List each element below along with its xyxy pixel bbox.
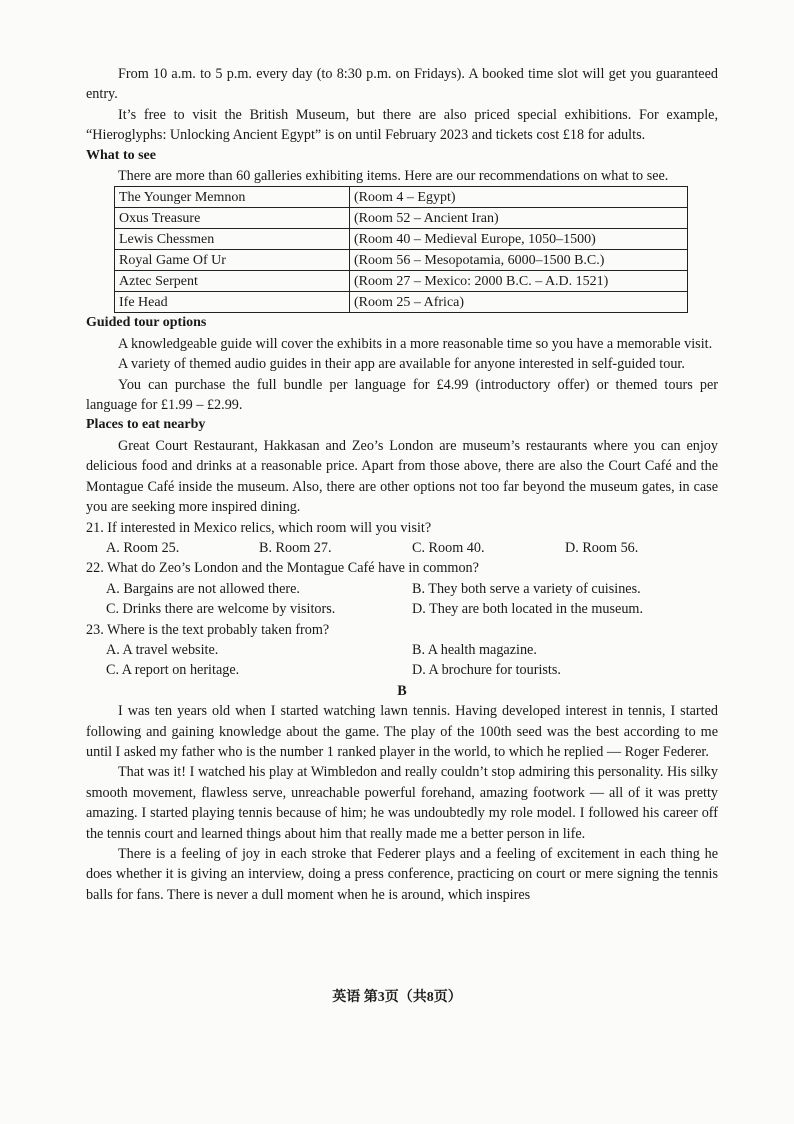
- exhibit-name: Oxus Treasure: [115, 208, 350, 229]
- intro-paragraph: From 10 a.m. to 5 p.m. every day (to 8:30 p.m. on Fridays). A booked time slot will get you guaranteed entry.: [86, 66, 718, 103]
- table-row: [115, 187, 688, 208]
- option-c: C. Room 40.: [412, 539, 485, 556]
- passage-b-paragraph: That was it! I watched his play at Wimbledon and really couldn’t stop admiring this personality. His silky smooth movement, flawless serve, unreachable powerful forehand, amazing footwork — all of it was pretty amazing. I started playing tennis because of him; he was undoubtedly my role model. I followed his career off the tennis court and learned things about him that really made me a better person in life.: [86, 764, 718, 842]
- table-row: [115, 271, 688, 292]
- exhibit-name: Lewis Chessmen: [115, 229, 350, 250]
- exhibit-name: Royal Game Of Ur: [115, 250, 350, 271]
- exhibits-table: [114, 186, 688, 313]
- guided-paragraph: You can purchase the full bundle per language for £4.99 (introductory offer) or themed tours per language for £1.99 – £2.99.: [86, 376, 718, 414]
- question-23-options-row2: [86, 660, 718, 680]
- option-a: A. A travel website.: [106, 641, 219, 658]
- question-22-stem: 22. What do Zeo’s London and the Montague Café have in common?: [86, 560, 479, 577]
- exhibit-room: (Room 4 – Egypt): [350, 187, 688, 208]
- passage-b-paragraph: I was ten years old when I started watching lawn tennis. Having developed interest in tennis, I started following and gaining knowledge about the game. The play of the 100th seed was the best according to me until I asked my father who is the number 1 ranked player in the world, to which he replied — Roger Federer.: [86, 703, 718, 760]
- section-heading-places-to-eat: Places to eat nearby: [86, 417, 206, 433]
- exhibit-room: (Room 40 – Medieval Europe, 1050–1500): [350, 229, 688, 250]
- section-b-label: B: [397, 682, 407, 699]
- page-content: [86, 64, 718, 905]
- question-23-stem: 23. Where is the text probably taken from?: [86, 621, 330, 638]
- exhibit-name: Aztec Serpent: [115, 271, 350, 292]
- table-row: [115, 229, 688, 250]
- option-a: A. Room 25.: [106, 539, 180, 556]
- exhibit-name: Ife Head: [115, 292, 350, 313]
- table-row: [115, 250, 688, 271]
- question-22-options-row2: [86, 599, 718, 619]
- option-b: B. They both serve a variety of cuisines.: [412, 580, 641, 597]
- page-footer: 英语 第3页（共8页）: [332, 990, 462, 1005]
- exhibit-name: The Younger Memnon: [115, 187, 350, 208]
- question-21-options: [86, 538, 718, 558]
- question-23-options-row1: [86, 640, 718, 660]
- passage-b-paragraph: There is a feeling of joy in each stroke that Federer plays and a feeling of excitement in each thing he does whether it is giving an interview, doing a press conference, practicing on court or mere signing the tennis balls for fans. There is never a dull moment when he is around, which inspires: [86, 846, 718, 903]
- galleries-intro: There are more than 60 galleries exhibiting items. Here are our recommendations on what to see.: [118, 168, 669, 185]
- question-22-options-row1: [86, 579, 718, 599]
- option-c: C. A report on heritage.: [106, 662, 240, 679]
- exhibits-table-wrapper: [114, 186, 718, 313]
- option-d: D. Room 56.: [565, 539, 639, 556]
- option-a: A. Bargains are not allowed there.: [106, 580, 300, 597]
- section-heading-guided-tour: Guided tour options: [86, 315, 207, 331]
- option-c: C. Drinks there are welcome by visitors.: [106, 601, 336, 618]
- eat-paragraph: Great Court Restaurant, Hakkasan and Zeo’s London are museum’s restaurants where you can enjoy delicious food and drinks at a reasonable price. Apart from those above, there are also the Court Café and the Montague Café inside the museum. Also, there are other options not too far beyond the museum gates, in case you are seeking more inspired dining.: [86, 437, 718, 516]
- table-row: [115, 208, 688, 229]
- table-row: [115, 292, 688, 313]
- guided-paragraph: A variety of themed audio guides in their app are available for anyone interested in self-guided tour.: [118, 356, 685, 373]
- option-b: B. Room 27.: [259, 539, 332, 556]
- exhibit-room: (Room 56 – Mesopotamia, 6000–1500 B.C.): [350, 250, 688, 271]
- option-d: D. A brochure for tourists.: [412, 662, 561, 679]
- exhibit-room: (Room 52 – Ancient Iran): [350, 208, 688, 229]
- exhibit-room: (Room 25 – Africa): [350, 292, 688, 313]
- option-b: B. A health magazine.: [412, 641, 537, 658]
- intro-paragraph: It’s free to visit the British Museum, but there are also priced special exhibitions. For example, “Hieroglyphs: Unlocking Ancient Egypt” is on until February 2023 and tickets cost £18 for adults.: [86, 106, 718, 144]
- option-d: D. They are both located in the museum.: [412, 601, 644, 618]
- guided-paragraph: A knowledgeable guide will cover the exhibits in a more reasonable time so you have a memorable visit.: [118, 335, 713, 352]
- section-heading-what-to-see: What to see: [86, 147, 156, 163]
- question-21-stem: 21. If interested in Mexico relics, which room will you visit?: [86, 519, 432, 536]
- exhibit-room: (Room 27 – Mexico: 2000 B.C. – A.D. 1521): [350, 271, 688, 292]
